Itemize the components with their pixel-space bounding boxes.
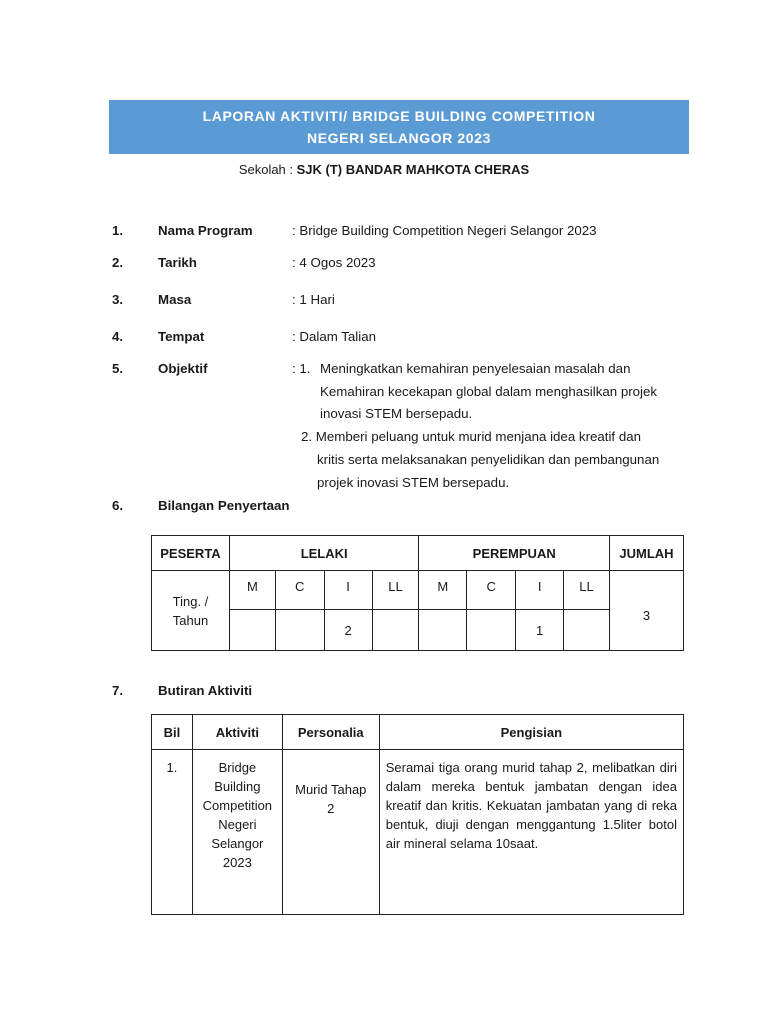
objective-1-line-3: inovasi STEM bersepadu.	[320, 406, 473, 421]
item-value-tarikh: : 4 Ogos 2023	[292, 255, 376, 270]
sub-header-perempuan-ll: LL	[564, 571, 610, 610]
personalia-line: 2	[327, 801, 335, 816]
header-perempuan: PEREMPUAN	[419, 536, 610, 571]
sub-header-lelaki-i: I	[324, 571, 372, 610]
activity-table	[151, 714, 684, 915]
item-number-4: 4.	[112, 329, 124, 344]
item-label-tarikh: Tarikh	[158, 255, 197, 270]
row-pengisian: Seramai tiga orang murid tahap 2, melibatkan diri dalam mereka bentuk jambatan dengan idea kreatif dan kritis. Kekuatan jambatan yang di reka bentuk, diuji dengan menggantung 1.5liter botol air mineral selama 10saat.	[379, 750, 683, 915]
aktiviti-line: Competition	[202, 798, 273, 813]
aktiviti-line: Selangor	[211, 836, 264, 851]
item-label-nama-program: Nama Program	[158, 223, 253, 238]
value-perempuan-c	[467, 610, 516, 651]
header-jumlah: JUMLAH	[609, 536, 683, 571]
objective-1-line-1: Meningkatkan kemahiran penyelesaian masalah dan	[320, 361, 631, 376]
total-value: 3	[609, 571, 683, 651]
item-value-nama-program: : Bridge Building Competition Negeri Selangor 2023	[292, 223, 597, 238]
objective-2-line-2: kritis serta melaksanakan penyelidikan dan pembangunan	[317, 452, 660, 467]
item-number-5: 5.	[112, 361, 124, 376]
objective-2-line-3: projek inovasi STEM bersepadu.	[317, 475, 510, 490]
item-label-masa: Masa	[158, 292, 192, 307]
sub-header-perempuan-i: I	[516, 571, 564, 610]
report-title-line2: NEGERI SELANGOR 2023	[307, 130, 491, 146]
report-title-line1: LAPORAN AKTIVITI/ BRIDGE BUILDING COMPETITION	[202, 108, 596, 124]
item-number-7: 7.	[112, 683, 124, 698]
row-aktiviti	[192, 750, 282, 915]
value-lelaki-i: 2	[324, 610, 372, 651]
header-aktiviti: Aktiviti	[192, 715, 282, 750]
item-value-masa: : 1 Hari	[292, 292, 335, 307]
row-personalia	[282, 750, 379, 915]
table-row	[152, 750, 684, 915]
sub-header-perempuan-m: M	[419, 571, 467, 610]
header-bil: Bil	[152, 715, 193, 750]
sub-header-perempuan-c: C	[467, 571, 516, 610]
header-pengisian: Pengisian	[379, 715, 683, 750]
value-lelaki-ll	[372, 610, 419, 651]
item-label-objektif: Objektif	[158, 361, 208, 376]
value-perempuan-i: 1	[516, 610, 564, 651]
item-number-1: 1.	[112, 223, 124, 238]
school-name: SJK (T) BANDAR MAHKOTA CHERAS	[296, 162, 530, 177]
header-personalia: Personalia	[282, 715, 379, 750]
school-line	[0, 162, 768, 177]
item-number-6: 6.	[112, 498, 124, 513]
aktiviti-line: Building	[214, 779, 261, 794]
personalia-line: Murid Tahap	[295, 782, 367, 797]
sub-header-lelaki-c: C	[275, 571, 324, 610]
item-number-3: 3.	[112, 292, 124, 307]
aktiviti-line: Bridge	[218, 760, 257, 775]
row-label-ting-tahun: Ting. / Tahun	[152, 571, 230, 651]
header-peserta: PESERTA	[152, 536, 230, 571]
aktiviti-line: 2023	[222, 855, 252, 870]
sub-header-lelaki-ll: LL	[372, 571, 419, 610]
value-lelaki-m	[229, 610, 275, 651]
item-label-butiran-aktiviti: Butiran Aktiviti	[158, 683, 253, 698]
participation-table	[151, 535, 684, 651]
value-lelaki-c	[275, 610, 324, 651]
value-perempuan-ll	[564, 610, 610, 651]
item-value-tempat: : Dalam Talian	[292, 329, 377, 344]
report-title-banner	[109, 100, 689, 154]
objective-1-line-2: Kemahiran kecekapan global dalam menghasilkan projek	[320, 384, 658, 399]
row-bil: 1.	[152, 750, 193, 915]
item-number-2: 2.	[112, 255, 124, 270]
item-label-tempat: Tempat	[158, 329, 205, 344]
item-label-bilangan-penyertaan: Bilangan Penyertaan	[158, 498, 290, 513]
school-label: Sekolah :	[238, 162, 297, 177]
header-lelaki: LELAKI	[229, 536, 418, 571]
value-perempuan-m	[419, 610, 467, 651]
aktiviti-line: Negeri	[218, 817, 257, 832]
objective-2-line-1: 2. Memberi peluang untuk murid menjana idea kreatif dan	[301, 429, 642, 444]
item-value-objektif-prefix: : 1.	[292, 361, 311, 376]
sub-header-lelaki-m: M	[229, 571, 275, 610]
